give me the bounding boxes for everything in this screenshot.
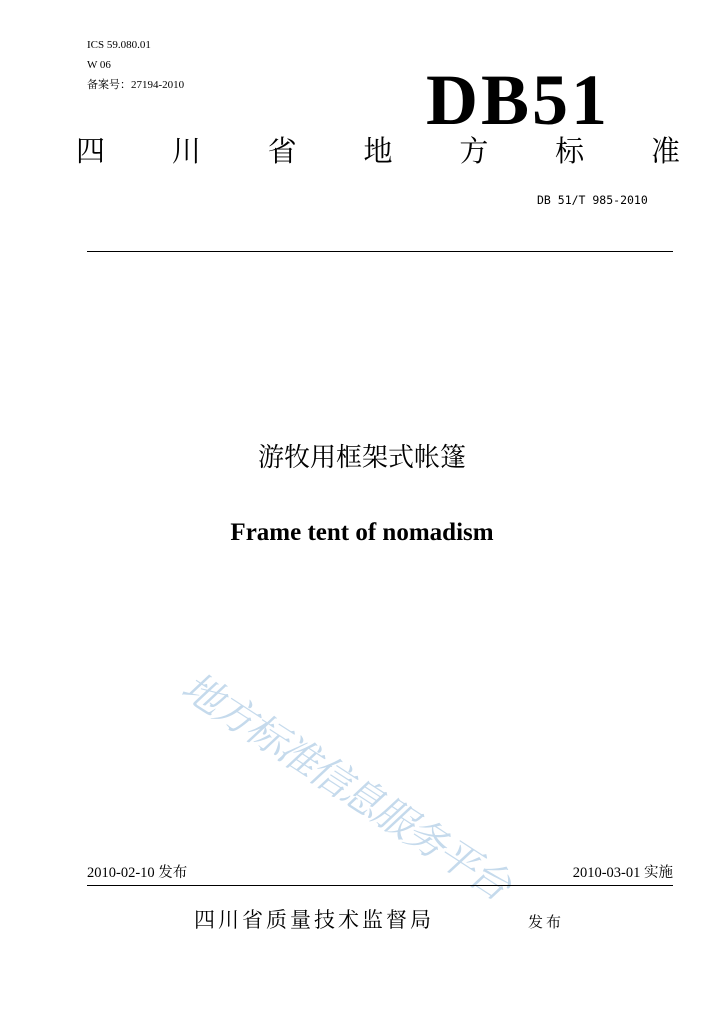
standard-type-char: 准: [650, 134, 680, 168]
filing-number: 备案号：27194-2010: [87, 79, 185, 91]
standard-type-char: 标: [555, 134, 585, 168]
document-title-english: Frame tent of nomadism: [230, 519, 494, 546]
standard-type-char: 地: [363, 134, 393, 168]
standard-type-title: [76, 134, 680, 168]
issuing-action: 发布: [528, 913, 565, 931]
footer-divider: [87, 885, 673, 886]
standard-type-char: 四: [76, 134, 106, 168]
standard-type-char: 省: [267, 134, 297, 168]
implementation-date: 2010-03-01 实施: [572, 865, 673, 881]
header-divider: [87, 251, 673, 252]
issue-date: 2010-02-10 发布: [87, 865, 188, 881]
document-title-chinese: 游牧用框架式帐篷: [257, 443, 466, 473]
standard-logo: DB51: [426, 60, 611, 140]
issuing-authority: 四川省质量技术监督局: [194, 908, 434, 932]
standard-type-char: 方: [459, 134, 489, 168]
watermark: 地方标准信息服务平台: [173, 663, 518, 910]
ccs-code: W 06: [87, 59, 111, 71]
ics-code: ICS 59.080.01: [87, 39, 151, 51]
standard-number: DB 51/T 985-2010: [537, 193, 648, 207]
standard-type-char: 川: [171, 134, 201, 168]
